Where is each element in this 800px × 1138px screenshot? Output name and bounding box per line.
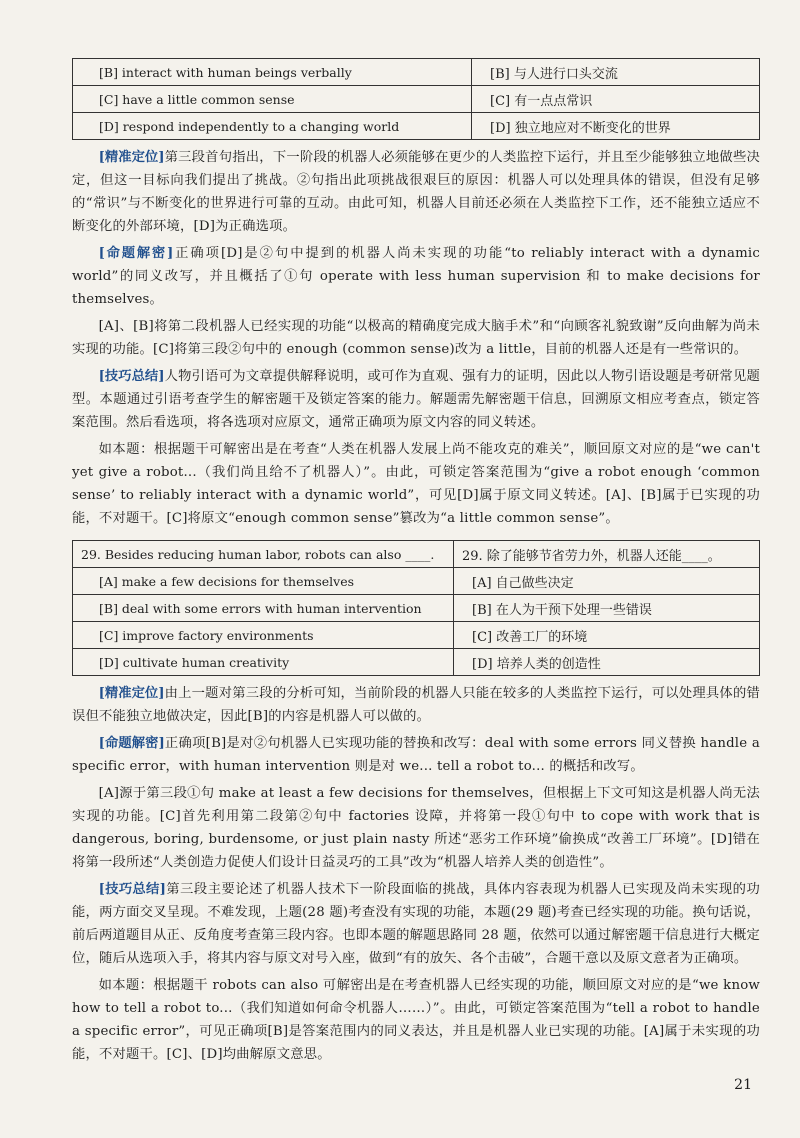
analysis-paragraph: 如本题：根据题干 robots can also 可解密出是在考查机器人已经实现的功能，顺回原文对应的是“we know how to tell a robot to...（我们知道如何命令机器人……）”。由此，可锁定答案范围为“tell a robot to handle a specific error”，可见正确项[B]是答案范围内的同义表达，并且是机器人业已实现的功能。[A]属于未实现的功能，不对题干。[C]、[D]均曲解原文意思。 <box>72 978 760 1062</box>
table-row <box>73 595 760 622</box>
section-tag: [精准定位] <box>98 150 165 165</box>
table-row <box>73 59 760 86</box>
table-row <box>73 649 760 676</box>
section-tag: [技巧总结] <box>98 369 165 384</box>
page-number: 21 <box>734 1077 752 1093</box>
section-tag: [技巧总结] <box>98 882 166 897</box>
paragraph-text: 第三段首句指出，下一阶段的机器人必须能够在更少的人类监控下运行，并且至少能够独立地做些决定，但这一目标向我们提出了挑战。②句指出此项挑战很艰巨的原因：机器人可以处理具体的错误，但没有足够的“常识”与不断变化的世界进行可靠的互动。由此可知，机器人目前还必须在人类监控下工作，还不能独立适应不断变化的外部环境，[D]为正确选项。 <box>72 150 760 234</box>
table-row <box>73 568 760 595</box>
table-row <box>73 541 760 568</box>
option-en: [D] respond independently to a changing world <box>73 113 472 140</box>
paragraph-text: 正确项[D]是②句中提到的机器人尚未实现的功能“to reliably interact with a dynamic world”的同义改写，并且概括了①句 operate with less human supervision 和 to make decisions for themselves。 <box>72 246 760 307</box>
option-en: [D] cultivate human creativity <box>73 649 454 676</box>
options-table-29 <box>72 540 760 676</box>
table-row <box>73 622 760 649</box>
option-zh: [B] 在人为干预下处理一些错误 <box>454 595 760 622</box>
analysis-paragraph <box>72 146 760 238</box>
section-tag: [命题解密] <box>98 246 174 261</box>
analysis-paragraph <box>72 732 760 778</box>
option-en: [B] interact with human beings verbally <box>73 59 472 86</box>
option-en: [C] improve factory environments <box>73 622 454 649</box>
analysis-paragraph <box>72 365 760 434</box>
paragraph-text: 人物引语可为文章提供解释说明，或可作为直观、强有力的证明，因此以人物引语设题是考研常见题型。本题通过引语考查学生的解密题干及锁定答案的能力。解题需先解密题干信息，回溯原文相应考查点，锁定答案范围。然后看选项，将各选项对应原文，通常正确项为原文内容的同义转述。 <box>72 369 760 430</box>
option-zh: [C] 有一点点常识 <box>472 86 760 113</box>
option-en: [C] have a little common sense <box>73 86 472 113</box>
paragraph-text: 由上一题对第三段的分析可知，当前阶段的机器人只能在较多的人类监控下运行，可以处理具体的错误但不能独立地做决定，因此[B]的内容是机器人可以做的。 <box>72 686 760 724</box>
option-zh: [B] 与人进行口头交流 <box>472 59 760 86</box>
option-zh: [C] 改善工厂的环境 <box>454 622 760 649</box>
question-zh: 29. 除了能够节省劳力外，机器人还能____。 <box>454 541 760 568</box>
analysis-paragraph <box>72 878 760 970</box>
section-tag: [精准定位] <box>98 686 165 701</box>
option-zh: [A] 自己做些决定 <box>454 568 760 595</box>
analysis-paragraph: 如本题：根据题干可解密出是在考查“人类在机器人发展上尚不能攻克的难关”，顺回原文对应的是“we can't yet give a robot...（我们尚且给不了机器人）”。由此，可锁定答案范围为“give a robot enough ‘common sense’ to reliably interact with a dynamic world”，可见[D]属于原文同义转述。[A]、[B]属于已实现的功能，不对题干。[C]将原文“enough common sense”篡改为“a little common sense”。 <box>72 442 760 526</box>
option-zh: [D] 培养人类的创造性 <box>454 649 760 676</box>
analysis-paragraph: [A]、[B]将第二段机器人已经实现的功能“以极高的精确度完成大脑手术”和“向顾客礼貌致谢”反向曲解为尚未实现的功能。[C]将第三段②句中的 enough (common sense)改为 a little，目前的机器人还是有一些常识的。 <box>72 319 760 357</box>
section-tag: [命题解密] <box>98 736 165 751</box>
analysis-paragraph: [A]源于第三段①句 make at least a few decisions for themselves，但根据上下文可知这是机器人尚无法实现的功能。[C]首先利用第二段第②句中 factories 设障，并将第一段①句中 to cope with work that is dangerous, boring, burdensome, or just plain nasty 所述“恶劣工作环境”偷换成“改善工厂环境”。[D]错在将第一段所述“人类创造力促使人们设计日益灵巧的工具”改为“机器人培养人类的创造性”。 <box>72 786 760 870</box>
question-en: 29. Besides reducing human labor, robots can also ____. <box>73 541 454 568</box>
table-row <box>73 113 760 140</box>
analysis-paragraph <box>72 682 760 728</box>
analysis-paragraph <box>72 242 760 311</box>
options-table-28 <box>72 58 760 140</box>
option-en: [B] deal with some errors with human intervention <box>73 595 454 622</box>
table-row <box>73 86 760 113</box>
page-content <box>72 58 760 1066</box>
paragraph-text: 第三段主要论述了机器人技术下一阶段面临的挑战，具体内容表现为机器人已实现及尚未实现的功能，两方面交叉呈现。不难发现，上题(28 题)考查没有实现的功能，本题(29 题)考查已经实现的功能。换句话说，前后两道题目从正、反角度考查第三段内容。也即本题的解题思路同 28 题，依然可以通过解密题干信息进行大概定位，随后从选项入手，将其内容与原文对号入座，做到“有的放矢、各个击破”，合题干意以及原文意者为正确项。 <box>72 882 760 966</box>
paragraph-text: 正确项[B]是对②句机器人已实现功能的替换和改写：deal with some errors 同义替换 handle a specific error，with human intervention 则是对 we... tell a robot to... 的概括和改写。 <box>72 736 760 774</box>
option-en: [A] make a few decisions for themselves <box>73 568 454 595</box>
option-zh: [D] 独立地应对不断变化的世界 <box>472 113 760 140</box>
